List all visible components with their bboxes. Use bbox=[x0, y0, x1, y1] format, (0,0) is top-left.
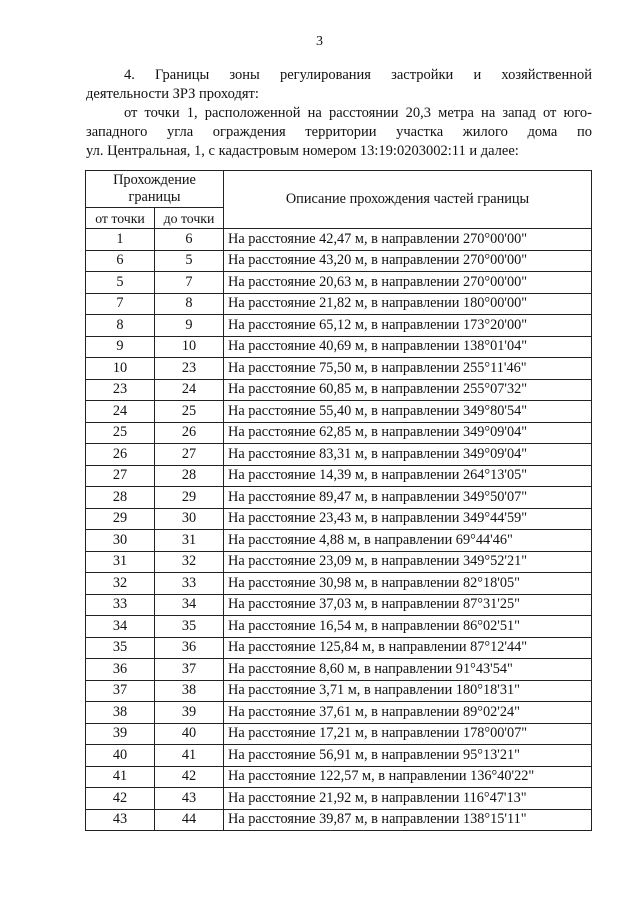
section-4-heading-line-2: деятельности ЗРЗ проходят: bbox=[86, 86, 259, 102]
from-point-cell: 10 bbox=[86, 358, 155, 380]
table-row bbox=[86, 659, 592, 681]
to-point-cell: 38 bbox=[155, 680, 224, 702]
description-cell: На расстояние 125,84 м, в направлении 87°12'44" bbox=[224, 637, 592, 659]
to-point-cell: 27 bbox=[155, 444, 224, 466]
from-point-cell: 38 bbox=[86, 702, 155, 724]
table-row bbox=[86, 702, 592, 724]
from-point-cell: 24 bbox=[86, 401, 155, 423]
table-row bbox=[86, 229, 592, 251]
table-row bbox=[86, 250, 592, 272]
from-point-cell: 34 bbox=[86, 616, 155, 638]
from-point-cell: 9 bbox=[86, 336, 155, 358]
from-point-cell: 35 bbox=[86, 637, 155, 659]
table-row bbox=[86, 809, 592, 831]
table-row bbox=[86, 272, 592, 294]
header-from-point: от точки bbox=[86, 208, 155, 229]
section-4-heading-line-1: 4. Границы зоны регулирования застройки и хозяйственной bbox=[124, 67, 592, 83]
from-point-cell: 29 bbox=[86, 508, 155, 530]
boundary-table-body bbox=[86, 229, 592, 831]
to-point-cell: 26 bbox=[155, 422, 224, 444]
to-point-cell: 42 bbox=[155, 766, 224, 788]
description-cell: На расстояние 56,91 м, в направлении 95°13'21" bbox=[224, 745, 592, 767]
to-point-cell: 33 bbox=[155, 573, 224, 595]
description-cell: На расстояние 42,47 м, в направлении 270°00'00" bbox=[224, 229, 592, 251]
from-point-cell: 43 bbox=[86, 809, 155, 831]
from-point-cell: 31 bbox=[86, 551, 155, 573]
from-point-cell: 8 bbox=[86, 315, 155, 337]
description-cell: На расстояние 83,31 м, в направлении 349°09'04" bbox=[224, 444, 592, 466]
description-cell: На расстояние 39,87 м, в направлении 138°15'11" bbox=[224, 809, 592, 831]
from-point-cell: 6 bbox=[86, 250, 155, 272]
description-cell: На расстояние 21,82 м, в направлении 180°00'00" bbox=[224, 293, 592, 315]
to-point-cell: 25 bbox=[155, 401, 224, 423]
header-to-point: до точки bbox=[155, 208, 224, 229]
start-point-description-line-1: от точки 1, расположенной на расстоянии 20,3 метра на запад от юго- bbox=[124, 105, 592, 121]
to-point-cell: 7 bbox=[155, 272, 224, 294]
table-row bbox=[86, 680, 592, 702]
table-row bbox=[86, 551, 592, 573]
description-cell: На расстояние 37,61 м, в направлении 89°02'24" bbox=[224, 702, 592, 724]
to-point-cell: 44 bbox=[155, 809, 224, 831]
description-cell: На расстояние 62,85 м, в направлении 349°09'04" bbox=[224, 422, 592, 444]
to-point-cell: 36 bbox=[155, 637, 224, 659]
from-point-cell: 33 bbox=[86, 594, 155, 616]
description-cell: На расстояние 21,92 м, в направлении 116°47'13" bbox=[224, 788, 592, 810]
table-row bbox=[86, 766, 592, 788]
from-point-cell: 30 bbox=[86, 530, 155, 552]
to-point-cell: 10 bbox=[155, 336, 224, 358]
description-cell: На расстояние 8,60 м, в направлении 91°43'54" bbox=[224, 659, 592, 681]
from-point-cell: 26 bbox=[86, 444, 155, 466]
description-cell: На расстояние 60,85 м, в направлении 255°07'32" bbox=[224, 379, 592, 401]
description-cell: На расстояние 43,20 м, в направлении 270°00'00" bbox=[224, 250, 592, 272]
table-row bbox=[86, 293, 592, 315]
description-cell: На расстояние 20,63 м, в направлении 270°00'00" bbox=[224, 272, 592, 294]
from-point-cell: 42 bbox=[86, 788, 155, 810]
to-point-cell: 9 bbox=[155, 315, 224, 337]
start-point-description-line-3: ул. Центральная, 1, с кадастровым номером 13:19:0203002:11 и далее: bbox=[86, 143, 519, 159]
table-row bbox=[86, 422, 592, 444]
header-boundary-passage: Прохождение границы bbox=[86, 171, 224, 208]
from-point-cell: 41 bbox=[86, 766, 155, 788]
to-point-cell: 39 bbox=[155, 702, 224, 724]
to-point-cell: 35 bbox=[155, 616, 224, 638]
table-row bbox=[86, 530, 592, 552]
description-cell: На расстояние 17,21 м, в направлении 178°00'07" bbox=[224, 723, 592, 745]
to-point-cell: 37 bbox=[155, 659, 224, 681]
table-row bbox=[86, 594, 592, 616]
table-row bbox=[86, 637, 592, 659]
table-row bbox=[86, 745, 592, 767]
description-cell: На расстояние 23,43 м, в направлении 349°44'59" bbox=[224, 508, 592, 530]
to-point-cell: 8 bbox=[155, 293, 224, 315]
table-row bbox=[86, 723, 592, 745]
description-cell: На расстояние 14,39 м, в направлении 264°13'05" bbox=[224, 465, 592, 487]
header-description: Описание прохождения частей границы bbox=[224, 171, 592, 229]
table-row bbox=[86, 788, 592, 810]
from-point-cell: 37 bbox=[86, 680, 155, 702]
description-cell: На расстояние 16,54 м, в направлении 86°02'51" bbox=[224, 616, 592, 638]
table-row bbox=[86, 465, 592, 487]
table-row bbox=[86, 315, 592, 337]
to-point-cell: 34 bbox=[155, 594, 224, 616]
to-point-cell: 41 bbox=[155, 745, 224, 767]
table-row bbox=[86, 487, 592, 509]
description-cell: На расстояние 3,71 м, в направлении 180°18'31" bbox=[224, 680, 592, 702]
description-cell: На расстояние 89,47 м, в направлении 349°50'07" bbox=[224, 487, 592, 509]
description-cell: На расстояние 75,50 м, в направлении 255°11'46" bbox=[224, 358, 592, 380]
from-point-cell: 39 bbox=[86, 723, 155, 745]
table-row bbox=[86, 379, 592, 401]
table-row bbox=[86, 336, 592, 358]
table-row bbox=[86, 573, 592, 595]
description-cell: На расстояние 4,88 м, в направлении 69°44'46" bbox=[224, 530, 592, 552]
from-point-cell: 25 bbox=[86, 422, 155, 444]
from-point-cell: 27 bbox=[86, 465, 155, 487]
to-point-cell: 43 bbox=[155, 788, 224, 810]
description-cell: На расстояние 30,98 м, в направлении 82°18'05" bbox=[224, 573, 592, 595]
from-point-cell: 7 bbox=[86, 293, 155, 315]
from-point-cell: 23 bbox=[86, 379, 155, 401]
table-row bbox=[86, 444, 592, 466]
table-row bbox=[86, 508, 592, 530]
to-point-cell: 30 bbox=[155, 508, 224, 530]
description-cell: На расстояние 55,40 м, в направлении 349°80'54" bbox=[224, 401, 592, 423]
description-cell: На расстояние 40,69 м, в направлении 138°01'04" bbox=[224, 336, 592, 358]
description-cell: На расстояние 65,12 м, в направлении 173°20'00" bbox=[224, 315, 592, 337]
boundary-table bbox=[85, 170, 592, 831]
from-point-cell: 40 bbox=[86, 745, 155, 767]
to-point-cell: 31 bbox=[155, 530, 224, 552]
page-number: 3 bbox=[316, 34, 323, 49]
from-point-cell: 36 bbox=[86, 659, 155, 681]
from-point-cell: 5 bbox=[86, 272, 155, 294]
to-point-cell: 6 bbox=[155, 229, 224, 251]
table-row bbox=[86, 616, 592, 638]
description-cell: На расстояние 23,09 м, в направлении 349°52'21" bbox=[224, 551, 592, 573]
to-point-cell: 32 bbox=[155, 551, 224, 573]
to-point-cell: 29 bbox=[155, 487, 224, 509]
description-cell: На расстояние 122,57 м, в направлении 136°40'22" bbox=[224, 766, 592, 788]
description-cell: На расстояние 37,03 м, в направлении 87°31'25" bbox=[224, 594, 592, 616]
start-point-description-line-2: западного угла ограждения территории участка жилого дома по bbox=[86, 124, 592, 140]
from-point-cell: 28 bbox=[86, 487, 155, 509]
to-point-cell: 40 bbox=[155, 723, 224, 745]
table-row bbox=[86, 401, 592, 423]
to-point-cell: 24 bbox=[155, 379, 224, 401]
to-point-cell: 5 bbox=[155, 250, 224, 272]
from-point-cell: 1 bbox=[86, 229, 155, 251]
to-point-cell: 28 bbox=[155, 465, 224, 487]
from-point-cell: 32 bbox=[86, 573, 155, 595]
to-point-cell: 23 bbox=[155, 358, 224, 380]
table-row bbox=[86, 358, 592, 380]
